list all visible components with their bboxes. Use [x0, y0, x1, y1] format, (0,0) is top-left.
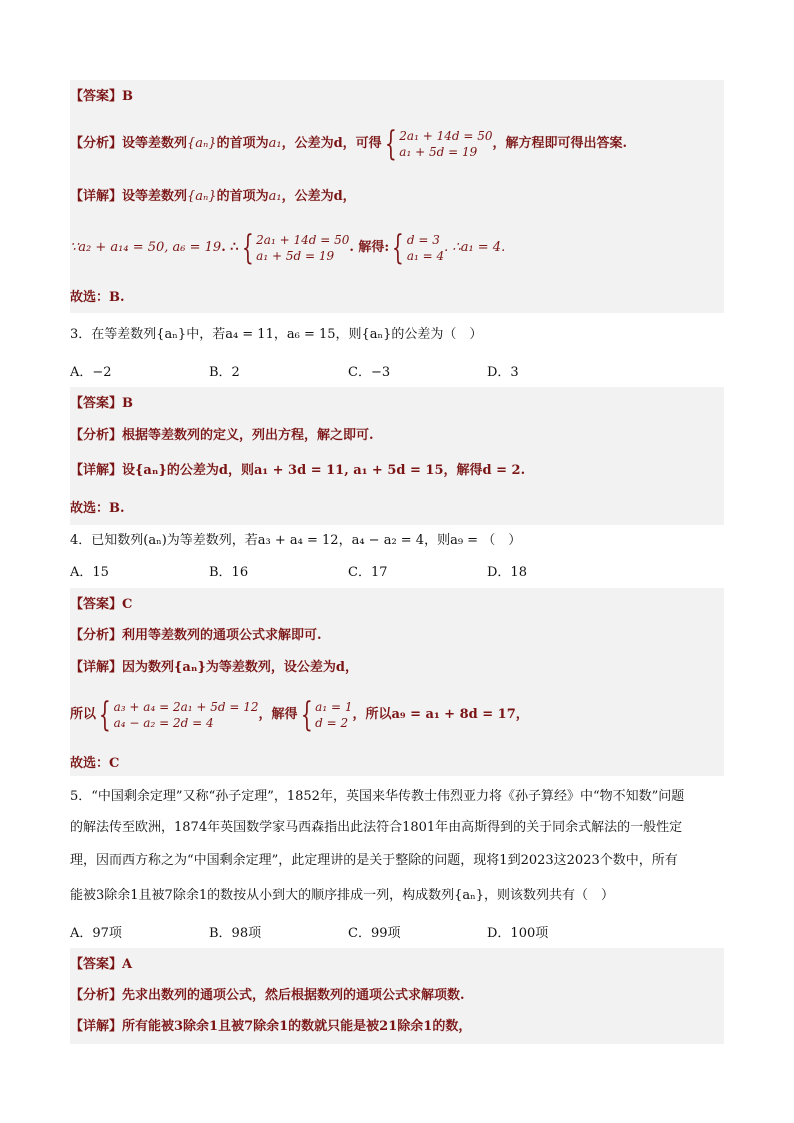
question-4-options: [70, 564, 626, 582]
question-5-options: [70, 925, 626, 943]
analysis-text: 【分析】设等差数列 {aₙ} 的首项为 a₁ ，公差为d，可得 { 2a₁ + 14d = 50 a₁ + 5d = 19 ，解方程即可得出答案.: [70, 124, 628, 164]
option-a: A．97项: [70, 926, 122, 941]
option-c: C．−3: [348, 365, 391, 380]
detail-equations: 所以 { a₃ + a₄ = 2a₁ + 5d = 12 a₄ − a₂ = 2d = 4 ，解得 { a₁ = 1 d = 2 ，所以a₉ = a₁ + 8d = 17，: [70, 695, 529, 735]
question-5-stem-line4: 能被3除余1且被7除余1的数按从小到大的顺序排成一列，构成数列{aₙ}，则该数列共有（ ）: [70, 888, 615, 903]
solution-system: { a₁ = 1 d = 2: [300, 695, 353, 735]
question-5-stem-line3: 理，因而西方称之为“中国剩余定理”，此定理讲的是关于整除的问题，现将1到2023这2023个数中，所有: [70, 853, 678, 868]
choice-text: 故选：B.: [70, 501, 125, 516]
option-b: B．98项: [209, 926, 262, 941]
option-d: D．3: [487, 365, 519, 380]
detail-text: 【详解】设等差数列{aₙ}的首项为a₁，公差为d，: [70, 189, 356, 204]
question-5-stem-line1: 5．“中国剩余定理”又称“孙子定理”，1852年，英国来华传教士伟烈亚力将《孙子算经》中“物不知数”问题: [70, 789, 685, 804]
option-c: C．99项: [348, 926, 401, 941]
question-5-stem-line2: 的解法传至欧洲，1874年英国数学家马西森指出此法符合1801年由高斯得到的关于同余式解法的一般性定: [70, 820, 683, 835]
answer-label: 【答案】B: [70, 89, 133, 104]
question-4-stem: 4．已知数列(aₙ)为等差数列，若a₃ + a₄ = 12，a₄ − a₂ = 4，则a₉ = （ ）: [70, 533, 522, 548]
equation-system: { a₃ + a₄ = 2a₁ + 5d = 12 a₄ − a₂ = 2d = 4: [98, 695, 259, 735]
solution-block-3: [70, 387, 724, 525]
detail-text: 【详解】因为数列{aₙ}为等差数列，设公差为d，: [70, 660, 358, 675]
equation-system: { 2a₁ + 14d = 50 a₁ + 5d = 19: [384, 124, 493, 164]
option-d: D．100项: [487, 926, 549, 941]
detail-equations: ∵a₂ + a₁₄ = 50, a₆ = 19 . ∴ { 2a₁ + 14d = 50 a₁ + 5d = 19 . 解得: { d = 3 a₁ = 4 . ∴a₁ = 4.: [70, 228, 506, 268]
option-c: C．17: [348, 565, 388, 580]
solution-block-4: [70, 588, 724, 776]
answer-label: 【答案】A: [70, 957, 133, 972]
option-d: D．18: [487, 565, 527, 580]
option-a: A．−2: [70, 365, 112, 380]
option-b: B．2: [209, 365, 240, 380]
answer-label: 【答案】B: [70, 396, 133, 411]
analysis-text: 【分析】先求出数列的通项公式，然后根据数列的通项公式求解项数.: [70, 988, 465, 1003]
detail-text: 【详解】所有能被3除余1且被7除余1的数就只能是被21除余1的数，: [70, 1019, 472, 1034]
analysis-text: 【分析】根据等差数列的定义，列出方程，解之即可.: [70, 428, 374, 443]
option-a: A．15: [70, 565, 109, 580]
answer-label: 【答案】C: [70, 597, 133, 612]
detail-text: 【详解】设{aₙ}的公差为d，则a₁ + 3d = 11, a₁ + 5d = 15，解得d = 2.: [70, 463, 526, 478]
equation-system: { 2a₁ + 14d = 50 a₁ + 5d = 19: [241, 228, 350, 268]
choice-text: 故选：B.: [70, 290, 125, 305]
question-3-options: [70, 364, 626, 382]
choice-text: 故选：C: [70, 756, 120, 771]
solution-system: { d = 3 a₁ = 4: [392, 228, 445, 268]
option-b: B．16: [209, 565, 249, 580]
analysis-text: 【分析】利用等差数列的通项公式求解即可.: [70, 628, 322, 643]
question-3-stem: 3．在等差数列{aₙ}中，若a₄ = 11，a₆ = 15，则{aₙ}的公差为（ ）: [70, 327, 483, 342]
